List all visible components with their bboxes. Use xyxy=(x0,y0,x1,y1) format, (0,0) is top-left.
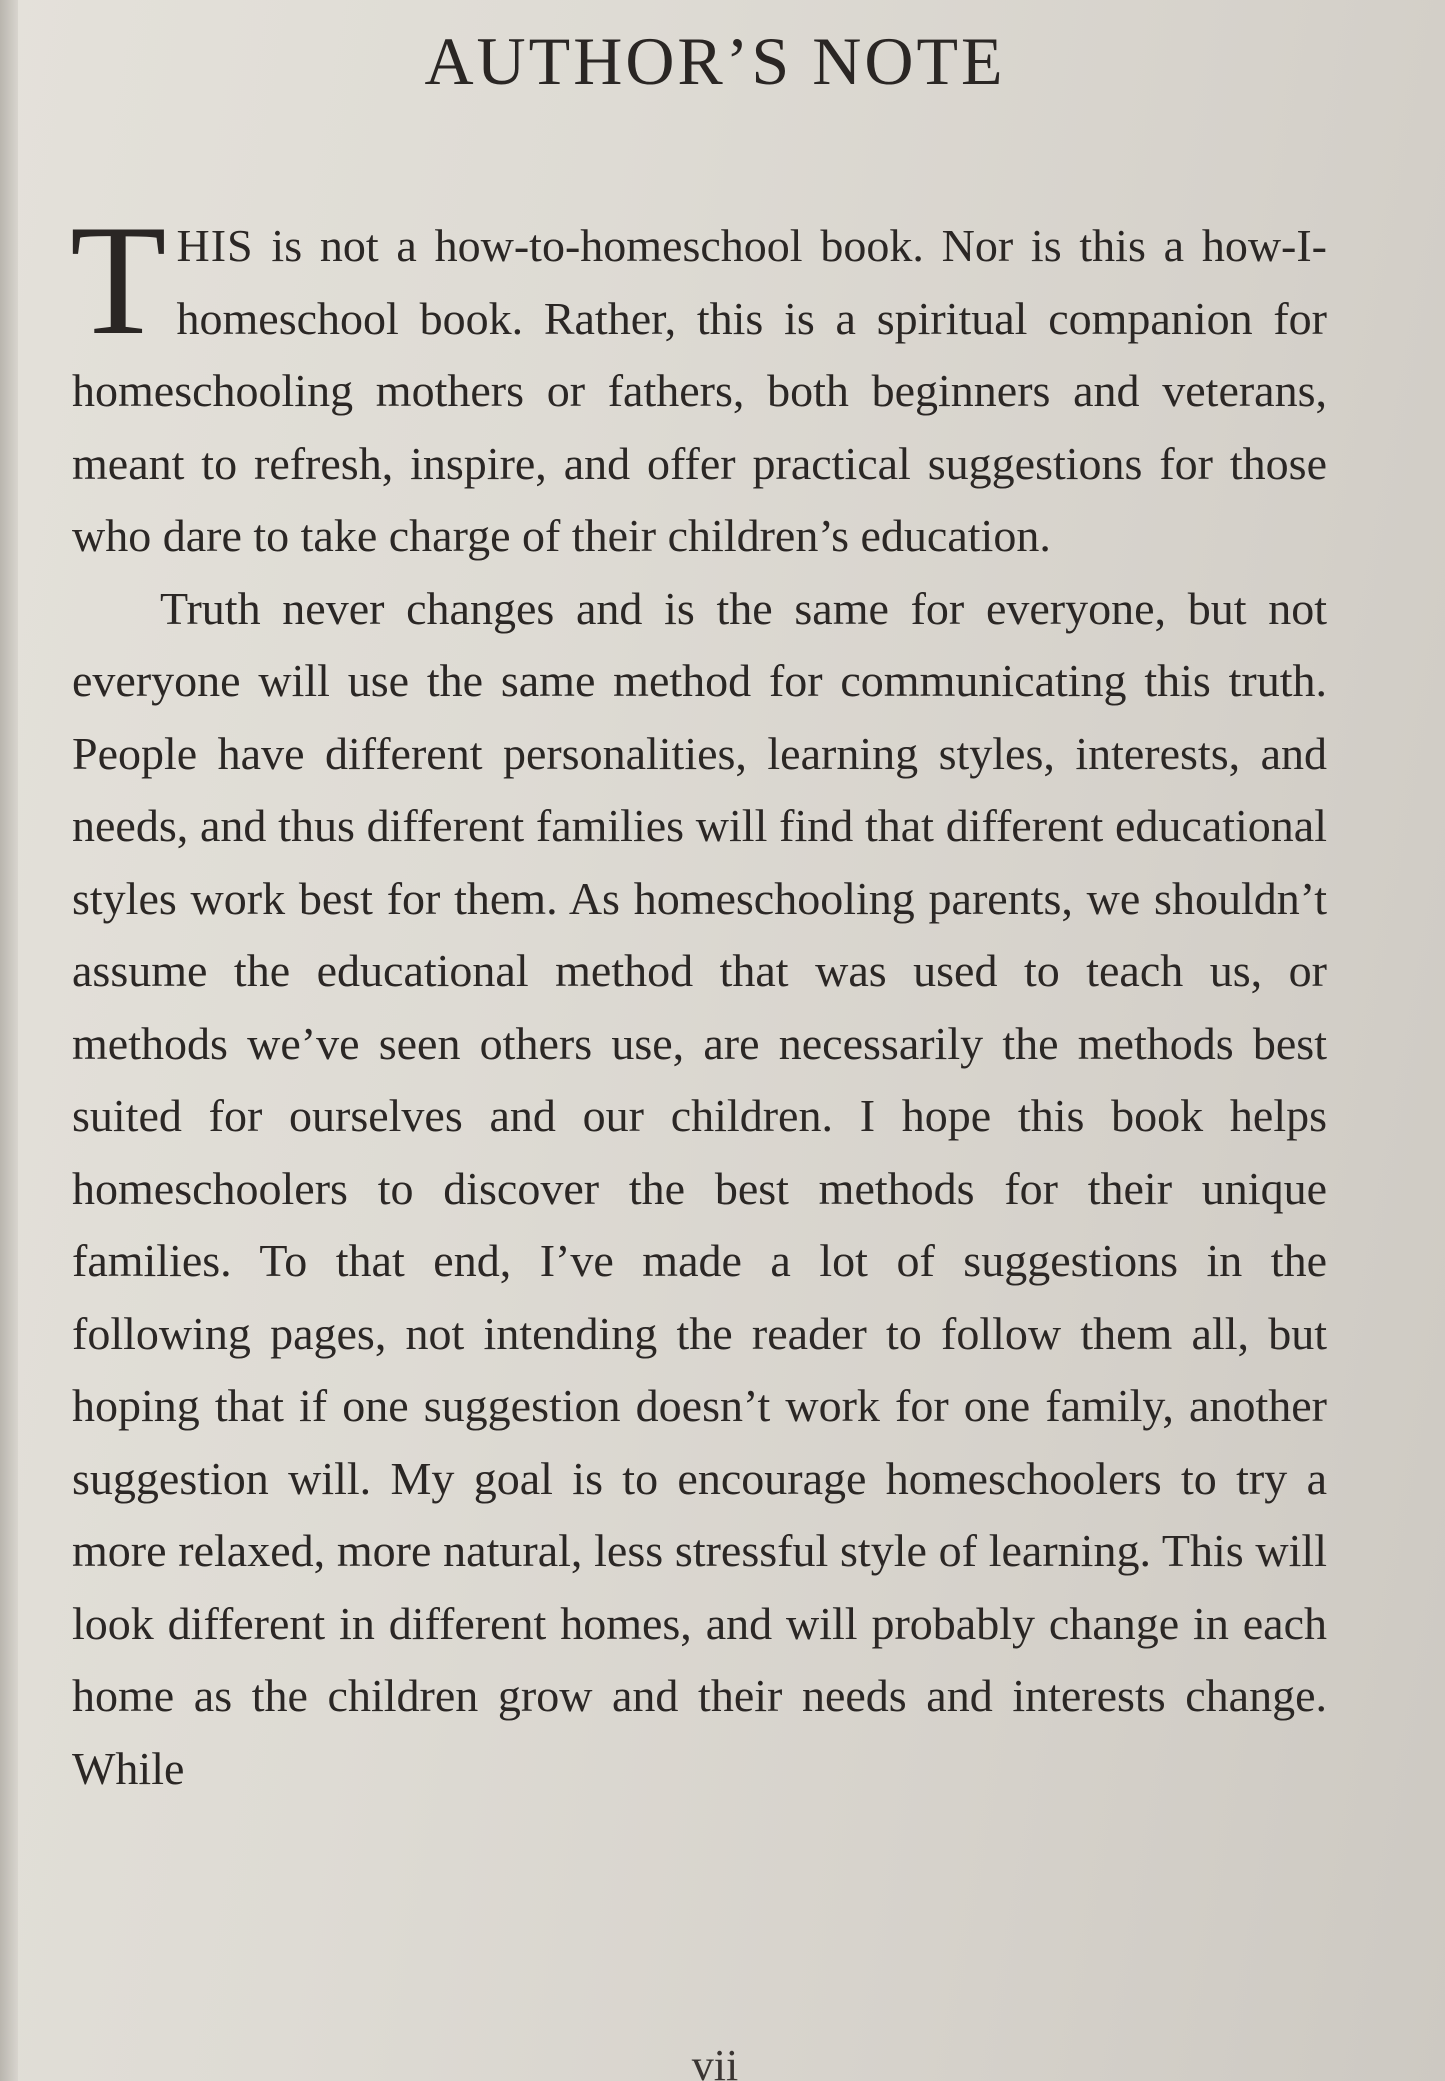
page-edge-shadow xyxy=(0,0,18,2081)
paragraph-1 xyxy=(70,193,1327,573)
body-text xyxy=(70,193,1327,1805)
paragraph-2-text: Truth never changes and is the same for everyone, but not everyone will use the same method for communicating this truth. People have different personalities, learning styles, interests, and needs, and thus different families will find that different educational styles work best for them. As homeschooling parents, we shouldn’t assume the educational method that was used to teach us, or methods we’ve seen others use, are necessarily the methods best suited for ourselves and our children. I hope this book helps homeschoolers to discover the best methods for their unique families. To that end, I’ve made a lot of suggestions in the following pages, not intending the reader to follow them all, but hoping that if one suggestion doesn’t work for one family, another suggestion will. My goal is to encourage homeschoolers to try a more relaxed, more natural, less stressful style of learning. This will look different in different homes, and will probably change in each home as the children grow and their needs and interests change. While xyxy=(72,582,1327,1794)
lead-caps: HIS xyxy=(176,220,254,271)
paragraph-2 xyxy=(72,573,1327,1806)
page-heading: AUTHOR’S NOTE xyxy=(424,23,1006,99)
page-number: vii xyxy=(691,2041,739,2081)
paragraph-1-text: is not a how-to-homeschool book. Nor is this a how-I-homeschool book. Rather, this is a spiritual companion for homeschooling mothers or fathers, both beginners and veterans, meant to refresh, inspire, and offer practical suggestions for those who dare to take charge of their children’s education. xyxy=(72,220,1327,561)
drop-cap: T xyxy=(70,193,167,368)
